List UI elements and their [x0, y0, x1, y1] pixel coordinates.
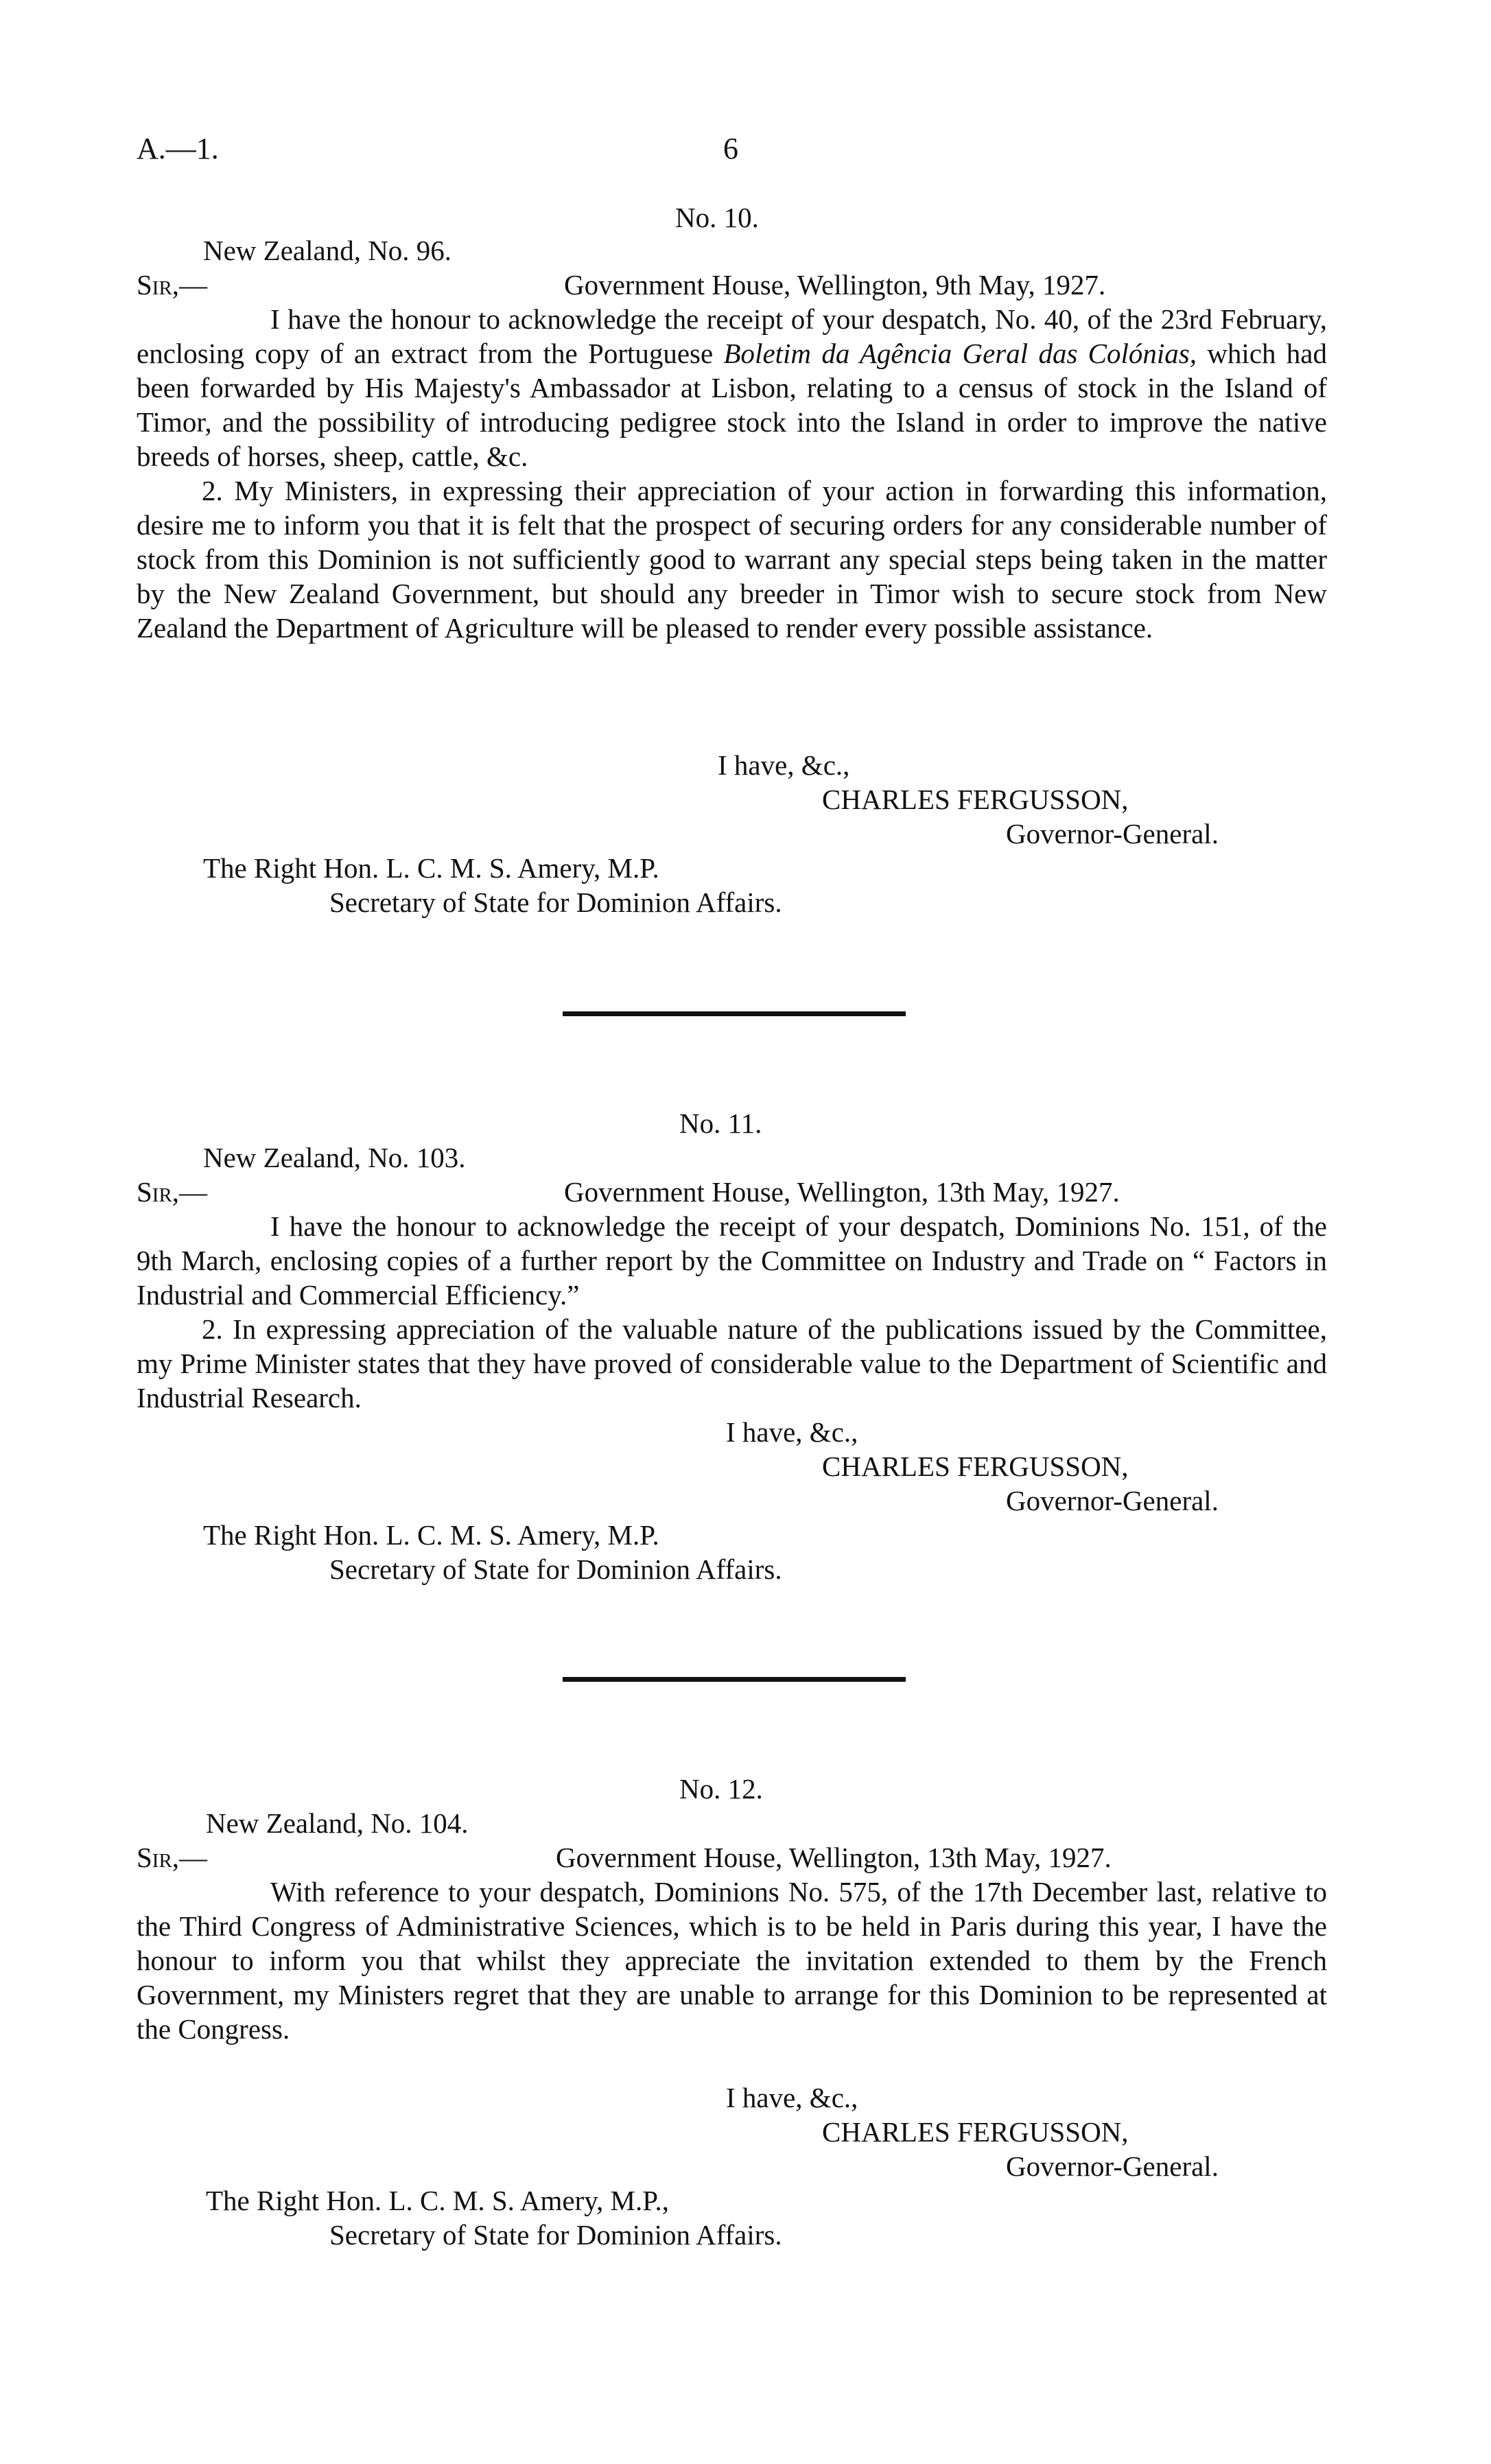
nz-reference: New Zealand, No. 104. — [206, 1807, 469, 1839]
paragraph-1: I have the honour to acknowledge the receipt of your despatch, Dominions No. 151, of the 9th March, enclosing copies of a further report by the Committee on Industry and Trade on “ Factors in Industrial and Commercial Efficiency.” — [137, 1210, 1327, 1311]
place-date: Government House, Wellington, 9th May, 1927. — [564, 269, 1106, 301]
letter-body — [137, 302, 1327, 645]
salutation: Sir,— — [137, 269, 208, 301]
paragraph-2: 2. In expressing appreciation of the valuable nature of the publications issued by the Committee, my Prime Minister states that they have proved of considerable value to the Department of Scientific and Industrial Research. — [137, 1313, 1327, 1413]
section-divider — [563, 1011, 906, 1016]
signer-title: Governor-General. — [1006, 818, 1219, 849]
closing: I have, &c., — [718, 749, 850, 781]
document-reference: A.—1. — [137, 132, 219, 165]
salutation: Sir,— — [137, 1176, 208, 1208]
signer-title: Governor-General. — [1006, 2150, 1219, 2182]
letter-number: No. 12. — [679, 1773, 763, 1805]
section-divider — [563, 1677, 906, 1682]
signer-name: CHARLES FERGUSSON, — [822, 784, 1129, 815]
salutation: Sir,— — [137, 1842, 208, 1873]
signer-title: Governor-General. — [1006, 1485, 1219, 1516]
place-date: Government House, Wellington, 13th May, 1927. — [556, 1842, 1112, 1873]
page-number: 6 — [723, 132, 738, 165]
addressee-title: Secretary of State for Dominion Affairs. — [329, 887, 782, 918]
addressee-title: Secretary of State for Dominion Affairs. — [329, 2219, 782, 2251]
addressee-title: Secretary of State for Dominion Affairs. — [329, 1553, 782, 1585]
letter-body — [137, 1209, 1327, 1415]
paragraph-1: I have the honour to acknowledge the receipt of your despatch, No. 40, of the 23rd February, enclosing copy of an extract from the Portuguese Boletim da Agência Geral das Colónias, which had been forwarded by His Majesty's Ambassador at Lisbon, relating to a census of stock in the Island of Timor, and the possibility of introducing pedigree stock into the Island in order to improve the native breeds of horses, sheep, cattle, &c. — [137, 303, 1328, 472]
letter-body — [137, 1875, 1327, 2046]
letter-number: No. 10. — [675, 202, 759, 233]
addressee: The Right Hon. L. C. M. S. Amery, M.P. — [203, 852, 659, 884]
addressee: The Right Hon. L. C. M. S. Amery, M.P. — [203, 1519, 659, 1551]
nz-reference: New Zealand, No. 103. — [203, 1142, 466, 1173]
letter-number: No. 11. — [679, 1107, 762, 1139]
closing: I have, &c., — [726, 2082, 858, 2113]
nz-reference: New Zealand, No. 96. — [203, 235, 452, 266]
paragraph-2: 2. My Ministers, in expressing their appreciation of your action in forwarding this information, desire me to inform you that it is felt that the prospect of securing orders for any considerable number of stock from this Dominion is not sufficiently good to warrant any special steps being taken in the matter by the New Zealand Government, but should any breeder in Timor wish to secure stock from New Zealand the Department of Agriculture will be pleased to render every possible assistance. — [137, 475, 1327, 644]
place-date: Government House, Wellington, 13th May, 1927. — [564, 1176, 1120, 1208]
addressee: The Right Hon. L. C. M. S. Amery, M.P., — [206, 2185, 670, 2216]
closing: I have, &c., — [726, 1416, 858, 1448]
signer-name: CHARLES FERGUSSON, — [822, 2116, 1129, 2148]
signer-name: CHARLES FERGUSSON, — [822, 1451, 1129, 1482]
paragraph-1: With reference to your despatch, Dominions No. 575, of the 17th December last, relative to the Third Congress of Administrative Sciences, which is to be held in Paris during this year, I have the honour to inform you that whilst they appreciate the invitation extended to them by the French Government, my Ministers regret that they are unable to arrange for this Dominion to be represented at the Congress. — [137, 1876, 1327, 2045]
